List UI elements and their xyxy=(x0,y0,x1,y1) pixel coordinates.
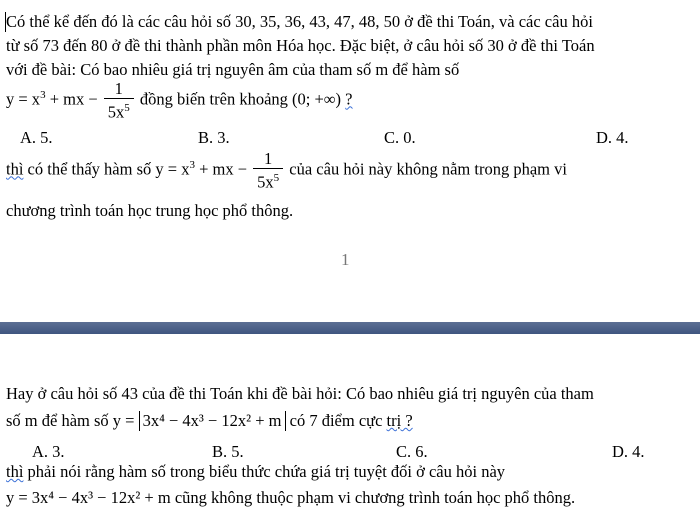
line5-tail: của câu hỏi này không nằm trong phạm vi xyxy=(289,159,567,179)
p2-paragraph-line-1: Hay ở câu hỏi số 43 của đề thi Toán khi đề bài hỏi: Có bao nhiêu giá trị nguyên của tham xyxy=(6,384,594,403)
q30-func-mid: + mx − xyxy=(45,89,98,109)
page-number: 1 xyxy=(341,250,350,269)
paragraph-line-1: Có thể kể đến đó là các câu hỏi số 30, 35, 36, 43, 47, 48, 50 ở đề thi Toán, và các câu hỏi xyxy=(6,12,593,31)
p2-paragraph-line-2 xyxy=(6,411,413,431)
line5-frac-den: $5x^5$ xyxy=(257,172,280,192)
paragraph-line-5 xyxy=(6,150,567,192)
q30-func-lhs: y = x xyxy=(6,89,41,109)
p2-line2-text: số m để hàm số y = xyxy=(6,411,135,430)
line5-mid: + mx − xyxy=(194,159,248,179)
page-break-gap xyxy=(0,322,700,334)
q30-frac-den: $5x^5$ xyxy=(107,102,130,122)
line5-text: có thể thấy hàm số y = x xyxy=(23,159,190,179)
p2-paragraph-line-4 xyxy=(6,462,505,482)
q43-option-b: B. 5. xyxy=(212,442,244,461)
line5-fraction xyxy=(253,150,283,192)
paragraph-line-3: với đề bài: Có bao nhiêu giá trị nguyên âm của tham số m để hàm số xyxy=(6,60,460,79)
line5-frac-num: 1 xyxy=(253,150,283,169)
p2-line2-tail: có 7 điểm cực xyxy=(289,411,383,430)
p2-line5-tail: cũng không thuộc phạm vi chương trình toán học phổ thông. xyxy=(174,488,576,507)
q30-interval-text: đồng biến trên khoảng (0; +∞) xyxy=(139,89,342,109)
q30-option-b: B. 3. xyxy=(198,128,230,147)
document-page-2 xyxy=(0,334,700,528)
q30-fraction xyxy=(104,80,134,122)
p2-line5-expression: y = 3x⁴ − 4x³ − 12x² + m xyxy=(6,488,171,507)
q30-exp: 3 xyxy=(40,89,46,102)
q43-option-d: D. 4. xyxy=(612,442,645,461)
paragraph-line-2: từ số 73 đến 80 ở đề thi thành phần môn Hóa học. Đặc biệt, ở câu hỏi số 30 ở đề thi Toán xyxy=(6,36,595,55)
q30-option-d: D. 4. xyxy=(596,128,629,147)
p2-line4-text: phải nói rằng hàm số trong biểu thức chứa giá trị tuyệt đối ở câu hỏi này xyxy=(23,462,506,481)
q30-option-a: A. 5. xyxy=(20,128,53,147)
paragraph-line-6: chương trình toán học trung học phổ thông. xyxy=(6,201,294,220)
line5-squig-word: thì xyxy=(6,159,24,179)
p2-paragraph-line-5 xyxy=(6,488,575,508)
q30-frac-num: 1 xyxy=(104,80,134,99)
abs-value-expression: 3x⁴ − 4x³ − 12x² + m xyxy=(139,411,286,431)
q43-option-c: C. 6. xyxy=(396,442,428,461)
q30-function-line xyxy=(6,80,353,122)
q30-question-mark: ? xyxy=(345,89,353,109)
p2-line4-squig: thì xyxy=(6,462,24,481)
q43-option-a: A. 3. xyxy=(32,442,65,461)
q30-option-c: C. 0. xyxy=(384,128,416,147)
line5-exp: 3 xyxy=(189,159,195,172)
p2-line2-squig: trị ? xyxy=(386,411,413,430)
